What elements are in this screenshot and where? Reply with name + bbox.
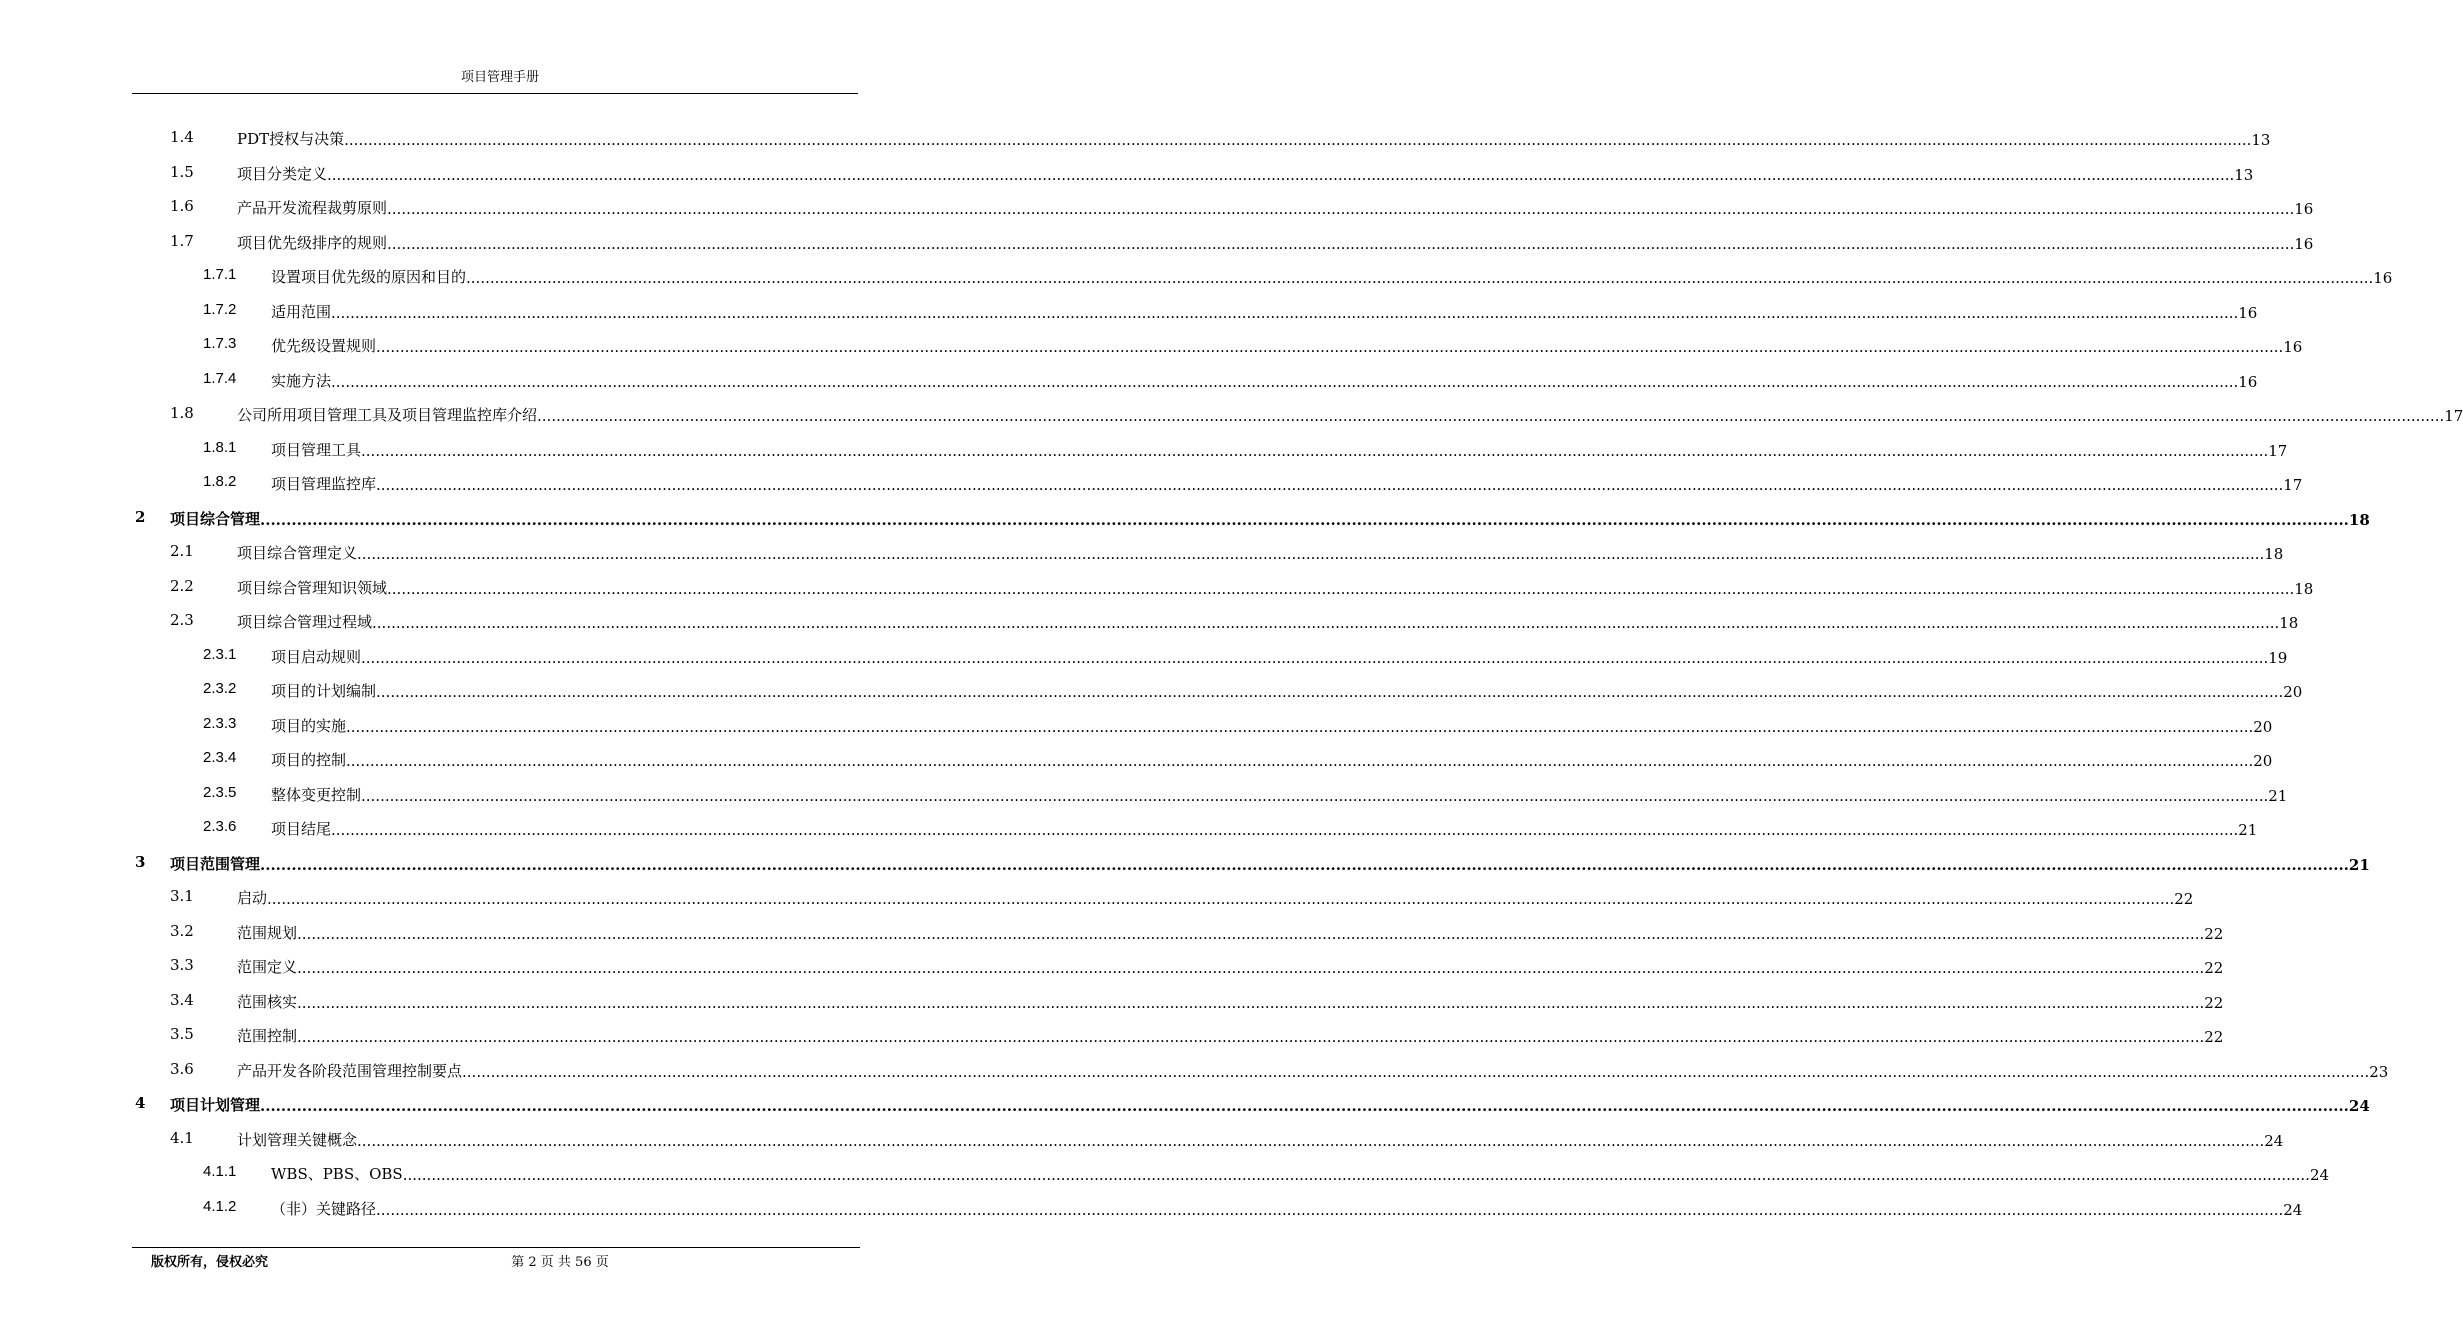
toc-entry-title[interactable]: 项目优先级排序的规则 (237, 233, 388, 252)
toc-entry[interactable] (0, 533, 2284, 567)
toc-entry-line (237, 577, 2314, 598)
toc-dot-leader: ................................................................................................................................................................................................................................................................................................................................................................................................................ (387, 579, 2295, 598)
toc-dot-leader: ................................................................................................................................................................................................................................................................................................................................................................................................................ (297, 993, 2205, 1012)
toc-entry-title[interactable]: 项目综合管理 (170, 509, 261, 528)
toc-entry-title[interactable]: 产品开发各阶段范围管理控制要点 (237, 1061, 463, 1080)
toc-entry-title[interactable]: 项目分类定义 (237, 164, 328, 183)
toc-entry-line (237, 611, 2299, 632)
toc-entry[interactable] (0, 223, 2314, 257)
toc-entry-title[interactable]: 范围控制 (237, 1027, 298, 1045)
toc-entry-number: 4 (135, 1094, 146, 1112)
toc-entry-page-number: 22 (2204, 959, 2224, 977)
toc-entry-line (237, 922, 2224, 943)
toc-entry-number: 2.3.1 (203, 645, 237, 663)
toc-entry-line (237, 1025, 2224, 1046)
toc-entry-line (271, 1163, 2330, 1184)
toc-entry-title[interactable]: 项目综合管理知识领域 (237, 578, 388, 597)
toc-entry-line (271, 473, 2303, 494)
toc-entry-page-number: 16 (2294, 200, 2314, 218)
toc-entry-line (271, 335, 2303, 356)
toc-entry-title[interactable]: 项目的控制 (271, 751, 347, 769)
toc-dot-leader: ................................................................................................................................................................................................................................................................................................................................................................................................................ (297, 959, 2205, 977)
toc-entry[interactable] (0, 292, 2258, 326)
toc-dot-leader: ................................................................................................................................................................................................................................................................................................................................................................................................................ (346, 752, 2254, 770)
toc-entry[interactable] (0, 982, 2224, 1016)
toc-entry[interactable] (0, 671, 2303, 705)
toc-entry-number: 2.3.2 (203, 680, 237, 697)
toc-dot-leader: ................................................................................................................................................................................................................................................................................................................................................................................................................ (260, 1097, 2349, 1115)
toc-dot-leader: ................................................................................................................................................................................................................................................................................................................................................................................................................ (376, 1200, 2284, 1219)
toc-dot-leader: ................................................................................................................................................................................................................................................................................................................................................................................................................ (357, 545, 2265, 563)
toc-dot-leader: ................................................................................................................................................................................................................................................................................................................................................................................................................ (361, 441, 2269, 460)
toc-entry[interactable] (0, 464, 2303, 498)
toc-entry-number: 2.2 (170, 576, 194, 595)
toc-entry-page-number: 22 (2174, 890, 2194, 908)
toc-entry-title[interactable]: 项目管理监控库 (271, 475, 377, 493)
toc-entry-number: 2.3 (170, 611, 194, 629)
toc-entry-line (271, 439, 2288, 460)
toc-entry-page-number: 17 (2444, 407, 2463, 425)
toc-entry-page-number: 20 (2253, 752, 2273, 770)
toc-entry-number: 4.1.2 (203, 1197, 237, 1215)
toc-entry-title[interactable]: WBS、PBS、OBS (271, 1165, 403, 1183)
toc-dot-leader: ................................................................................................................................................................................................................................................................................................................................................................................................................ (260, 510, 2349, 529)
toc-entry-line (271, 1198, 2303, 1219)
toc-entry-number: 1.8 (170, 404, 194, 422)
toc-entry-line (271, 266, 2393, 287)
toc-entry-line (237, 887, 2194, 908)
toc-entry-title[interactable]: 项目启动规则 (271, 647, 362, 666)
header-divider (132, 93, 858, 94)
toc-dot-leader: ................................................................................................................................................................................................................................................................................................................................................................................................................ (346, 717, 2254, 736)
toc-entry-line (271, 784, 2288, 805)
toc-entry-title[interactable]: 项目的计划编制 (271, 682, 377, 700)
toc-dot-leader: ................................................................................................................................................................................................................................................................................................................................................................................................................ (260, 855, 2349, 874)
toc-entry-number: 1.8.1 (203, 438, 237, 456)
toc-entry-page-number: 18 (2294, 579, 2314, 598)
toc-entry-page-number: 22 (2204, 924, 2224, 943)
toc-entry-number: 3.5 (170, 1025, 194, 1043)
toc-entry-line (271, 818, 2258, 839)
toc-entry-title[interactable]: 公司所用项目管理工具及项目管理监控库介绍 (237, 406, 538, 424)
toc-entry-page-number: 24 (2264, 1131, 2284, 1150)
toc-dot-leader: ................................................................................................................................................................................................................................................................................................................................................................................................................ (466, 269, 2374, 287)
toc-entry-page-number: 17 (2283, 476, 2303, 494)
toc-entry-title[interactable]: 计划管理关键概念 (237, 1130, 358, 1149)
toc-entry-number: 1.5 (170, 162, 194, 181)
toc-entry-page-number: 20 (2253, 717, 2273, 736)
toc-entry-number: 3.3 (170, 956, 194, 974)
toc-entry-number: 2.3.3 (203, 714, 237, 732)
toc-dot-leader: ................................................................................................................................................................................................................................................................................................................................................................................................................ (331, 372, 2239, 391)
toc-entry-line (237, 1129, 2284, 1150)
toc-entry-title[interactable]: 设置项目优先级的原因和目的 (271, 268, 467, 286)
toc-entry[interactable] (0, 602, 2299, 636)
toc-entry[interactable] (0, 1154, 2330, 1188)
toc-dot-leader: ................................................................................................................................................................................................................................................................................................................................................................................................................ (376, 476, 2284, 494)
toc-entry-line (237, 128, 2271, 149)
toc-entry-title[interactable]: 范围规划 (237, 923, 298, 942)
toc-entry[interactable] (0, 706, 2273, 740)
toc-entry-page-number: 16 (2294, 234, 2314, 253)
toc-entry-line (237, 991, 2224, 1012)
toc-entry-page-number: 24 (2348, 1097, 2370, 1115)
toc-entry[interactable] (0, 637, 2288, 671)
toc-entry-number: 2.3.6 (203, 818, 237, 835)
toc-entry-number: 3 (135, 852, 146, 871)
toc-entry-page-number: 18 (2348, 510, 2370, 529)
toc-entry-line (237, 163, 2254, 184)
toc-entry-number: 1.6 (170, 197, 194, 215)
header-title: 项目管理手册 (460, 70, 539, 85)
toc-entry[interactable] (0, 913, 2224, 947)
toc-entry-number: 4.1 (170, 1128, 194, 1147)
toc-entry-number: 1.7.1 (203, 266, 237, 283)
toc-entry-line (271, 749, 2273, 770)
toc-entry-title[interactable]: 项目范围管理 (170, 854, 261, 873)
toc-entry-title[interactable]: PDT授权与决策 (237, 130, 345, 148)
toc-entry[interactable] (0, 326, 2303, 360)
toc-entry-title[interactable]: 项目综合管理过程域 (237, 613, 373, 631)
toc-entry-number: 1.8.2 (203, 473, 237, 490)
toc-entry-title[interactable]: 实施方法 (271, 371, 332, 390)
toc-entry-title[interactable]: 范围核实 (237, 992, 298, 1011)
toc-entry[interactable] (0, 844, 2370, 878)
toc-dot-leader: ................................................................................................................................................................................................................................................................................................................................................................................................................ (344, 131, 2252, 149)
toc-entry-number: 2 (135, 507, 146, 526)
toc-entry-line (170, 1094, 2370, 1115)
toc-entry[interactable] (0, 430, 2288, 464)
toc-dot-leader: ................................................................................................................................................................................................................................................................................................................................................................................................................ (387, 234, 2295, 253)
toc-entry-page-number: 22 (2204, 993, 2224, 1012)
toc-entry-page-number: 24 (2309, 1166, 2330, 1184)
toc-entry-title[interactable]: 产品开发流程裁剪原则 (237, 199, 388, 217)
toc-entry-page-number: 20 (2283, 683, 2303, 701)
toc-dot-leader: ................................................................................................................................................................................................................................................................................................................................................................................................................ (267, 890, 2175, 908)
toc-entry-title[interactable]: 项目综合管理定义 (237, 544, 358, 562)
toc-dot-leader: ................................................................................................................................................................................................................................................................................................................................................................................................................ (297, 1028, 2205, 1046)
toc-entry-page-number: 13 (2251, 131, 2271, 149)
toc-entry[interactable] (0, 154, 2254, 188)
toc-entry-line (237, 542, 2284, 563)
toc-dot-leader: ................................................................................................................................................................................................................................................................................................................................................................................................................ (361, 786, 2269, 805)
toc-entry-page-number: 17 (2268, 441, 2288, 460)
toc-entry-number: 1.7.4 (203, 369, 237, 387)
toc-entry-title[interactable]: 项目的实施 (271, 716, 347, 735)
toc-entry[interactable] (0, 1051, 2389, 1085)
toc-entry-line (271, 680, 2303, 701)
toc-entry-line (237, 404, 2463, 425)
toc-dot-leader: ................................................................................................................................................................................................................................................................................................................................................................................................................ (361, 648, 2269, 667)
toc-entry-number: 3.2 (170, 921, 194, 940)
footer-divider (132, 1247, 860, 1248)
toc-entry[interactable] (0, 119, 2271, 153)
toc-entry[interactable] (0, 1189, 2303, 1223)
toc-entry-page-number: 21 (2348, 855, 2370, 874)
toc-entry-title[interactable]: 优先级设置规则 (271, 337, 377, 355)
toc-dot-leader: ................................................................................................................................................................................................................................................................................................................................................................................................................ (537, 407, 2445, 425)
toc-entry-number: 2.1 (170, 542, 194, 560)
toc-entry-number: 1.4 (170, 128, 194, 146)
toc-entry-number: 3.4 (170, 990, 194, 1009)
toc-entry-line (271, 301, 2258, 322)
toc-entry-page-number: 21 (2268, 786, 2288, 805)
toc-entry[interactable] (0, 257, 2393, 291)
toc-entry[interactable] (0, 775, 2288, 809)
toc-entry-title[interactable]: 项目管理工具 (271, 440, 362, 459)
toc-entry[interactable] (0, 188, 2314, 222)
toc-entry-title[interactable]: 项目计划管理 (170, 1096, 261, 1114)
toc-entry-title[interactable]: （非）关键路径 (271, 1199, 377, 1218)
toc-entry[interactable] (0, 1085, 2370, 1119)
toc-entry-title[interactable]: 项目结尾 (271, 820, 332, 838)
toc-dot-leader: ................................................................................................................................................................................................................................................................................................................................................................................................................ (462, 1062, 2370, 1081)
toc-entry-number: 1.7 (170, 231, 194, 250)
toc-entry[interactable] (0, 568, 2314, 602)
toc-entry-title[interactable]: 启动 (237, 889, 268, 907)
toc-dot-leader: ................................................................................................................................................................................................................................................................................................................................................................................................................ (297, 924, 2205, 943)
toc-entry-page-number: 18 (2264, 545, 2284, 563)
toc-entry[interactable] (0, 499, 2370, 533)
toc-dot-leader: ................................................................................................................................................................................................................................................................................................................................................................................................................ (402, 1166, 2310, 1184)
toc-entry-number: 1.7.2 (203, 300, 237, 318)
toc-entry[interactable] (0, 1120, 2284, 1154)
toc-dot-leader: ................................................................................................................................................................................................................................................................................................................................................................................................................ (372, 614, 2280, 632)
toc-dot-leader: ................................................................................................................................................................................................................................................................................................................................................................................................................ (331, 303, 2239, 322)
toc-entry-page-number: 16 (2238, 303, 2258, 322)
toc-entry[interactable] (0, 878, 2194, 912)
toc-entry-line (271, 646, 2288, 667)
toc-entry-page-number: 13 (2234, 165, 2254, 184)
toc-entry-page-number: 19 (2268, 648, 2288, 667)
toc-entry-page-number: 16 (2373, 269, 2393, 287)
toc-dot-leader: ................................................................................................................................................................................................................................................................................................................................................................................................................ (331, 821, 2239, 839)
toc-entry-page-number: 23 (2369, 1062, 2389, 1081)
toc-entry-number: 3.1 (170, 887, 194, 905)
footer-page-info: 第 2 页 共 56 页 (511, 1255, 609, 1270)
toc-entry-line (170, 508, 2370, 529)
toc-entry-title[interactable]: 范围定义 (237, 958, 298, 976)
toc-entry[interactable] (0, 361, 2258, 395)
toc-entry-line (237, 232, 2314, 253)
toc-dot-leader: ................................................................................................................................................................................................................................................................................................................................................................................................................ (387, 200, 2295, 218)
toc-entry[interactable] (0, 395, 2463, 429)
toc-entry-line (271, 370, 2258, 391)
toc-entry[interactable] (0, 809, 2258, 843)
toc-dot-leader: ................................................................................................................................................................................................................................................................................................................................................................................................................ (376, 338, 2284, 356)
toc-entry-number: 2.3.5 (203, 783, 237, 801)
toc-entry-title[interactable]: 整体变更控制 (271, 785, 362, 804)
toc-entry-line (237, 956, 2224, 977)
toc-dot-leader: ................................................................................................................................................................................................................................................................................................................................................................................................................ (327, 165, 2235, 184)
toc-entry-line (170, 853, 2370, 874)
toc-entry-page-number: 18 (2279, 614, 2299, 632)
toc-dot-leader: ................................................................................................................................................................................................................................................................................................................................................................................................................ (357, 1131, 2265, 1150)
toc-entry[interactable] (0, 947, 2224, 981)
toc-entry-number: 4.1.1 (203, 1163, 237, 1180)
toc-entry-page-number: 24 (2283, 1200, 2303, 1219)
toc-entry-line (237, 197, 2314, 218)
toc-entry-page-number: 16 (2238, 372, 2258, 391)
toc-entry-page-number: 21 (2238, 821, 2258, 839)
toc-entry-page-number: 22 (2204, 1028, 2224, 1046)
toc-entry-line (237, 1060, 2389, 1081)
toc-entry-number: 1.7.3 (203, 335, 237, 352)
toc-entry-page-number: 16 (2283, 338, 2303, 356)
footer-copyright: 版权所有，侵权必究 (151, 1255, 269, 1270)
toc-dot-leader: ................................................................................................................................................................................................................................................................................................................................................................................................................ (376, 683, 2284, 701)
toc-entry-title[interactable]: 适用范围 (271, 302, 332, 321)
toc-entry-number: 2.3.4 (203, 749, 237, 766)
toc-entry[interactable] (0, 1016, 2224, 1050)
toc-entry[interactable] (0, 740, 2273, 774)
toc-entry-line (271, 715, 2273, 736)
toc-entry-number: 3.6 (170, 1059, 194, 1078)
